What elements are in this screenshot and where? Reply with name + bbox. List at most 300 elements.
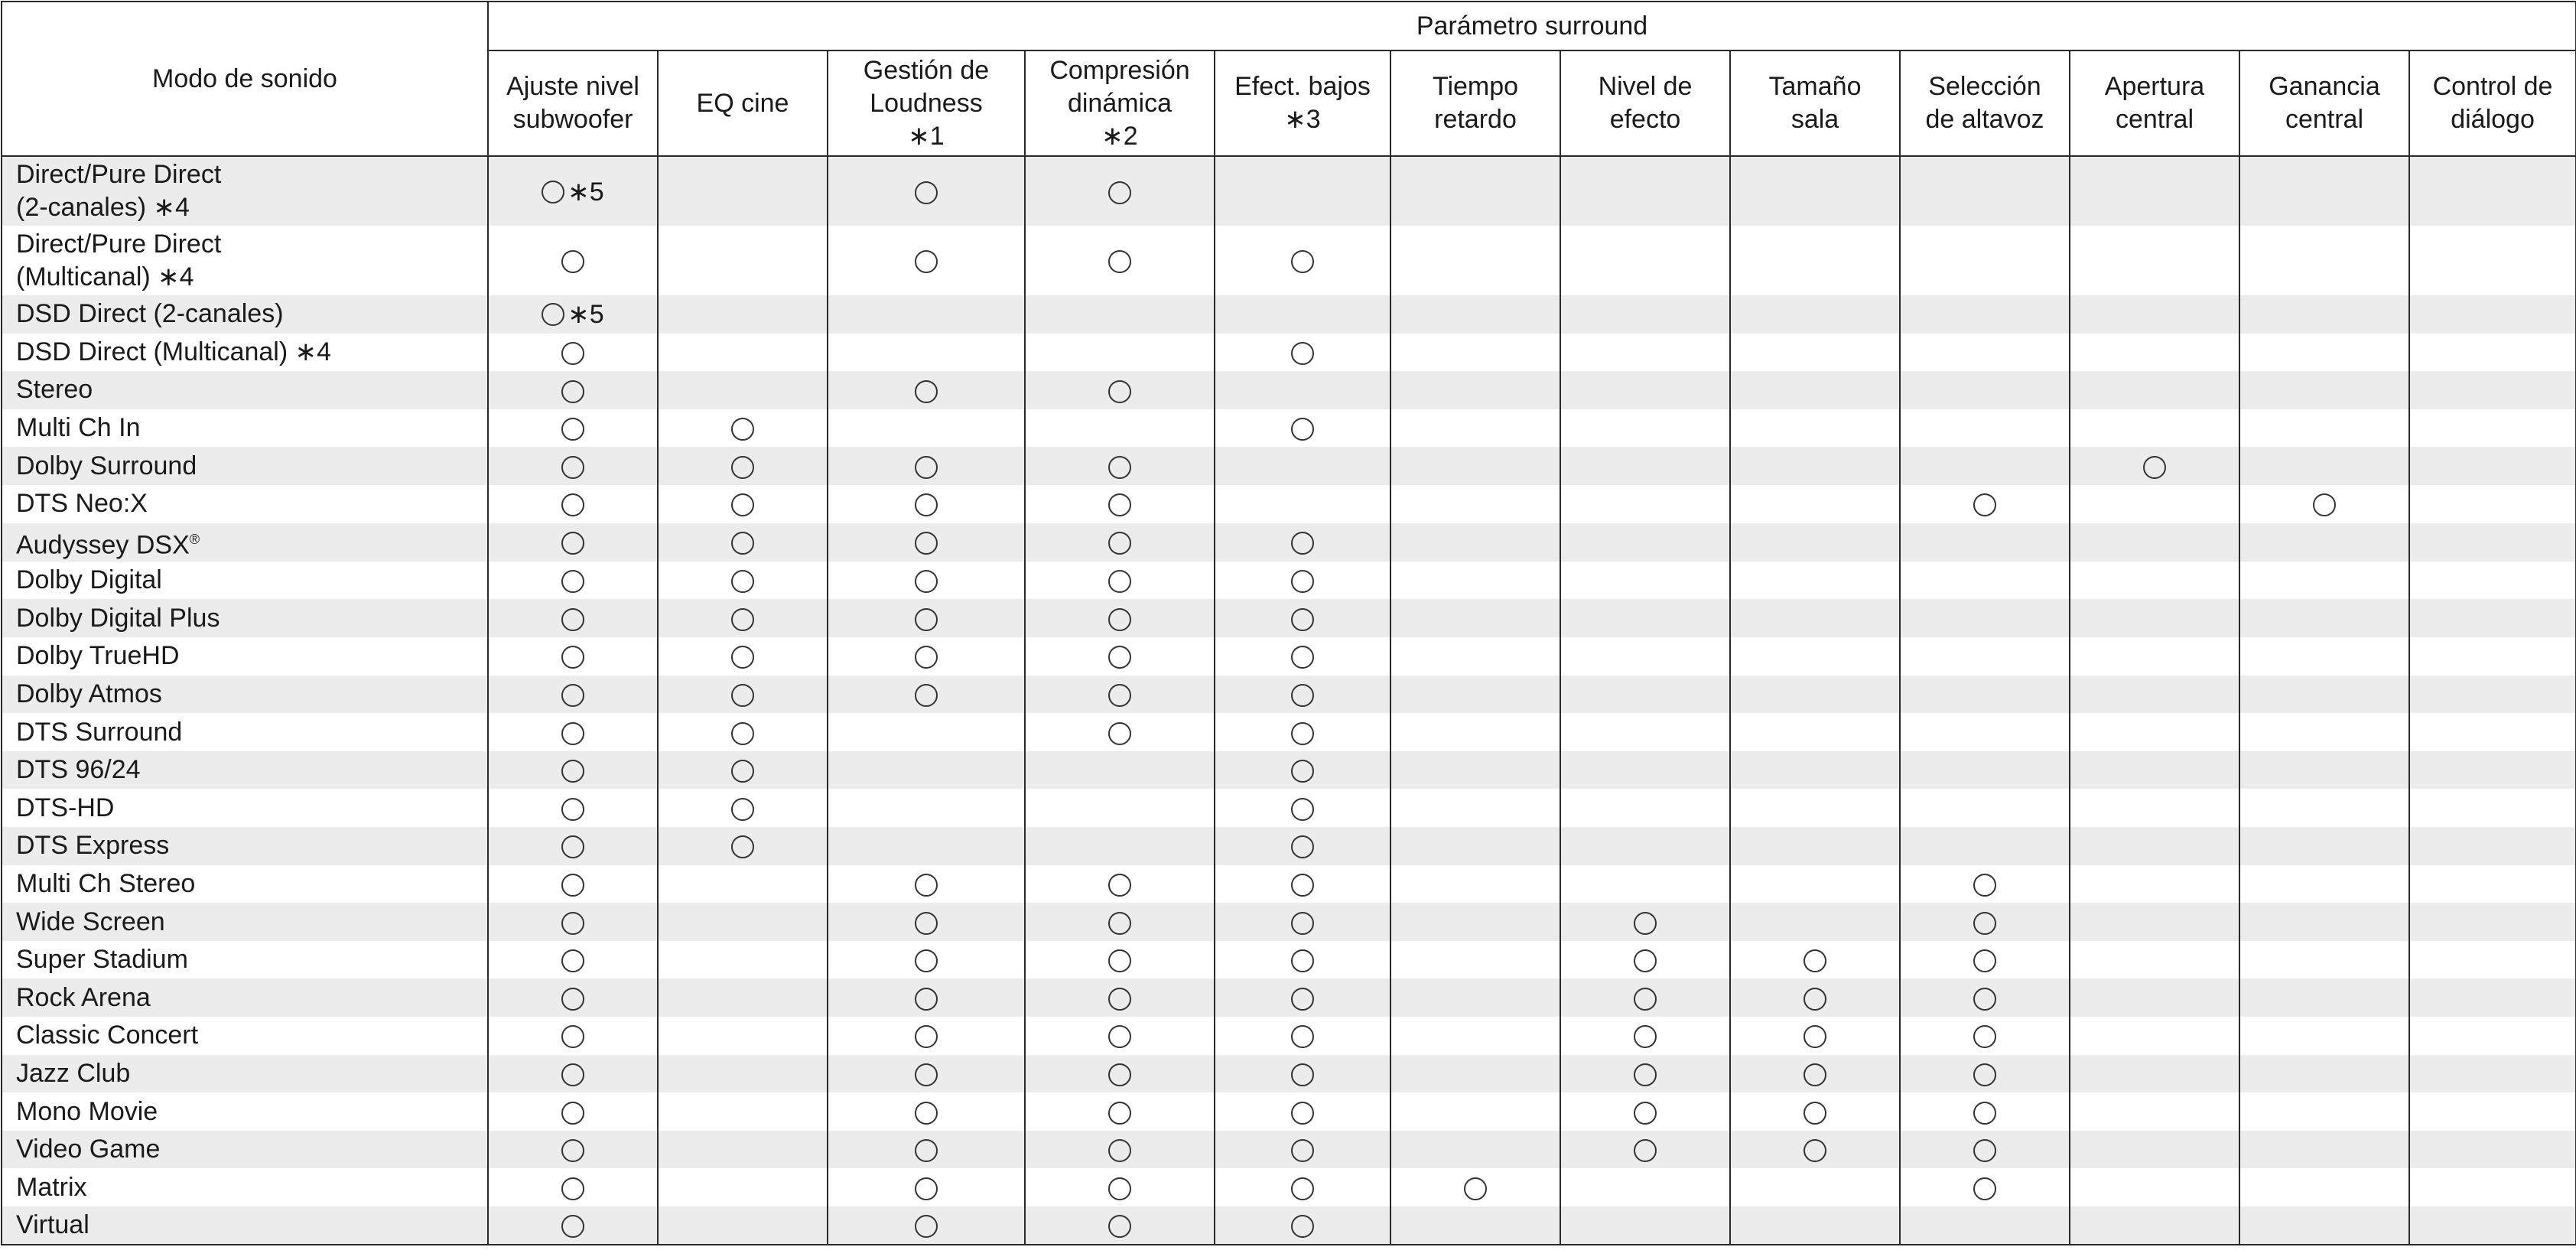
- parameter-cell: [1390, 409, 1560, 448]
- parameter-cell: [1730, 371, 1900, 409]
- parameter-cell: [2070, 1055, 2239, 1093]
- parameter-cell: [1215, 562, 1390, 600]
- parameter-cell: [1215, 978, 1390, 1017]
- parameter-cell: [1025, 599, 1215, 637]
- parameter-cell: [828, 1055, 1025, 1093]
- sound-mode-name: Audyssey DSX®: [16, 529, 200, 559]
- sound-mode-name: Stereo: [16, 375, 93, 405]
- column-header: [658, 50, 828, 156]
- parameter-cell: [2239, 599, 2409, 637]
- parameter-cell: [1900, 562, 2070, 600]
- sound-mode-header: Modo de sonido: [2, 2, 488, 156]
- column-header: [1215, 50, 1390, 156]
- sound-mode-name: Classic Concert: [16, 1021, 199, 1050]
- parameter-cell: [1390, 1092, 1560, 1131]
- sound-mode-name: Rock Arena: [16, 982, 151, 1012]
- circle-icon: [561, 456, 584, 479]
- parameter-cell: [1025, 562, 1215, 600]
- circle-icon: [1108, 1063, 1131, 1086]
- parameter-cell: [2239, 903, 2409, 941]
- circle-icon: [1804, 988, 1826, 1011]
- parameter-cell: [828, 1017, 1025, 1055]
- parameter-cell: [488, 485, 658, 523]
- parameter-cell: [488, 676, 658, 714]
- parameter-cell: [2070, 371, 2239, 409]
- table-row: [2, 409, 2576, 448]
- parameter-cell: [1730, 409, 1900, 448]
- circle-icon: [915, 1139, 938, 1162]
- table-row: [2, 789, 2576, 827]
- circle-icon: [1108, 1177, 1131, 1200]
- parameter-cell: [1215, 226, 1390, 295]
- table-row: [2, 1017, 2576, 1055]
- circle-icon: [1973, 1177, 1996, 1200]
- parameter-cell: [488, 1131, 658, 1169]
- circle-icon: [915, 1177, 938, 1200]
- parameter-cell: [1215, 447, 1390, 485]
- parameter-cell: [1390, 713, 1560, 751]
- sound-mode-cell: [2, 978, 488, 1017]
- circle-icon: [915, 608, 938, 631]
- parameter-cell: [1730, 156, 1900, 226]
- table-row: [2, 599, 2576, 637]
- column-header-line: Tiempo: [1432, 72, 1519, 101]
- circle-icon: [915, 1102, 938, 1125]
- circle-icon: [1464, 1177, 1487, 1200]
- circle-icon: [1108, 1102, 1131, 1125]
- column-header-line: ∗1: [908, 121, 945, 151]
- parameter-cell: [488, 371, 658, 409]
- parameter-cell: [1730, 865, 1900, 903]
- table-row: [2, 1168, 2576, 1206]
- parameter-cell: [1390, 1168, 1560, 1206]
- parameter-cell: [1215, 1017, 1390, 1055]
- parameter-cell: [2409, 978, 2576, 1017]
- parameter-cell: [1730, 599, 1900, 637]
- parameter-cell: [1390, 226, 1560, 295]
- circle-icon: [915, 949, 938, 972]
- parameter-cell: [1390, 334, 1560, 372]
- parameter-cell: [1390, 827, 1560, 865]
- parameter-cell: [1025, 226, 1215, 295]
- parameter-cell: [2070, 941, 2239, 979]
- parameter-cell: [1025, 903, 1215, 941]
- parameter-cell: [658, 978, 828, 1017]
- parameter-cell: [488, 295, 658, 334]
- circle-icon: [731, 760, 754, 783]
- parameter-cell: [1900, 978, 2070, 1017]
- column-header: [1560, 50, 1730, 156]
- parameter-cell: [488, 156, 658, 226]
- parameter-cell: [488, 447, 658, 485]
- parameter-cell: [1390, 1131, 1560, 1169]
- circle-icon: [915, 570, 938, 593]
- circle-icon: [731, 493, 754, 516]
- table-row: [2, 371, 2576, 409]
- parameter-cell: [658, 789, 828, 827]
- parameter-cell: [2409, 751, 2576, 790]
- parameter-cell: [658, 295, 828, 334]
- parameter-cell: [1730, 713, 1900, 751]
- parameter-cell: [1730, 789, 1900, 827]
- parameter-cell: [1900, 295, 2070, 334]
- parameter-cell: [658, 941, 828, 979]
- parameter-cell: [2409, 827, 2576, 865]
- parameter-cell: [1215, 371, 1390, 409]
- sound-mode-name: Dolby Digital Plus: [16, 603, 220, 633]
- table-row: [2, 295, 2576, 334]
- circle-icon: [731, 570, 754, 593]
- sound-mode-cell: [2, 562, 488, 600]
- column-header-line: efecto: [1609, 105, 1681, 134]
- parameter-cell: [488, 409, 658, 448]
- circle-icon: [1108, 493, 1131, 516]
- sound-mode-cell: [2, 751, 488, 790]
- circle-icon: [1973, 912, 1996, 935]
- circle-icon: [1634, 1063, 1657, 1086]
- parameter-cell: [1900, 865, 2070, 903]
- parameter-cell: [1390, 295, 1560, 334]
- parameter-cell: [1900, 409, 2070, 448]
- parameter-cell: [1730, 523, 1900, 562]
- circle-icon: [731, 608, 754, 631]
- parameter-cell: [1215, 1092, 1390, 1131]
- parameter-cell: [1025, 865, 1215, 903]
- parameter-cell: [1900, 447, 2070, 485]
- parameter-cell: [658, 409, 828, 448]
- circle-icon: [915, 1025, 938, 1048]
- parameter-cell: [658, 751, 828, 790]
- parameter-cell: [1025, 447, 1215, 485]
- parameter-cell: [658, 599, 828, 637]
- parameter-cell: [2239, 409, 2409, 448]
- circle-icon: [1291, 912, 1314, 935]
- parameter-cell: [1390, 865, 1560, 903]
- parameter-cell: [2070, 1017, 2239, 1055]
- circle-icon: [1634, 912, 1657, 935]
- circle-icon: [1291, 988, 1314, 1011]
- parameter-cell: [488, 562, 658, 600]
- circle-icon: [731, 835, 754, 858]
- parameter-cell: [1560, 1168, 1730, 1206]
- parameter-cell: [1025, 941, 1215, 979]
- parameter-cell: [1025, 1055, 1215, 1093]
- circle-icon: [915, 874, 938, 897]
- sound-mode-cell: [2, 637, 488, 676]
- circle-icon: [731, 722, 754, 745]
- circle-icon: [1108, 1139, 1131, 1162]
- table-row: [2, 1131, 2576, 1169]
- parameter-cell: [658, 523, 828, 562]
- column-header-line: Gestión de: [863, 55, 990, 85]
- circle-icon: [561, 835, 584, 858]
- column-header-line: ∗2: [1101, 121, 1138, 151]
- circle-icon: [1108, 532, 1131, 555]
- parameter-cell: [1560, 827, 1730, 865]
- parameter-cell: [2070, 789, 2239, 827]
- circle-icon: [1973, 1102, 1996, 1125]
- parameter-cell: [1215, 409, 1390, 448]
- circle-icon: [1108, 684, 1131, 707]
- sound-mode-name: Wide Screen: [16, 907, 165, 936]
- parameter-cell: [658, 637, 828, 676]
- parameter-cell: [1215, 903, 1390, 941]
- parameter-cell: [2409, 1092, 2576, 1131]
- parameter-cell: [2239, 226, 2409, 295]
- parameter-cell: [2239, 713, 2409, 751]
- parameter-cell: [1900, 226, 2070, 295]
- table-row: [2, 523, 2576, 562]
- parameter-cell: [1215, 941, 1390, 979]
- parameter-cell: [1560, 562, 1730, 600]
- circle-icon: [915, 1215, 938, 1238]
- parameter-cell: [1730, 1168, 1900, 1206]
- parameter-cell: [828, 599, 1025, 637]
- parameter-cell: [658, 1017, 828, 1055]
- column-header-line: subwoofer: [512, 105, 633, 134]
- column-header-line: Efect. bajos: [1234, 72, 1371, 101]
- parameter-cell: [1730, 978, 1900, 1017]
- parameter-cell: [2070, 713, 2239, 751]
- parameter-cell: [828, 903, 1025, 941]
- parameter-cell: [1390, 1017, 1560, 1055]
- parameter-cell: [1025, 1168, 1215, 1206]
- parameter-cell: [1730, 447, 1900, 485]
- column-header: [1390, 50, 1560, 156]
- parameter-cell: [2070, 751, 2239, 790]
- circle-icon: [1291, 1139, 1314, 1162]
- sound-mode-cell: [2, 865, 488, 903]
- parameter-cell: [1215, 485, 1390, 523]
- parameter-cell: [1900, 713, 2070, 751]
- parameter-cell: [1900, 941, 2070, 979]
- column-header: [2409, 50, 2576, 156]
- sound-mode-cell: [2, 713, 488, 751]
- parameter-cell: [828, 371, 1025, 409]
- parameter-cell: [488, 1168, 658, 1206]
- parameter-cell: [2070, 1206, 2239, 1245]
- parameter-cell: [2409, 637, 2576, 676]
- circle-icon: [561, 342, 584, 365]
- circle-icon: [915, 380, 938, 403]
- table-row: [2, 156, 2576, 226]
- circle-icon: [561, 380, 584, 403]
- table-row: [2, 485, 2576, 523]
- sound-mode-name: Jazz Club: [16, 1058, 131, 1088]
- parameter-cell: [1560, 485, 1730, 523]
- column-header-line: sala: [1791, 105, 1839, 134]
- parameter-cell: [658, 334, 828, 372]
- circle-icon: [2313, 493, 2336, 516]
- parameter-cell: [1390, 1206, 1560, 1245]
- circle-icon: [915, 250, 938, 273]
- parameter-cell: [2409, 1206, 2576, 1245]
- parameter-cell: [488, 1092, 658, 1131]
- parameter-cell: [2070, 903, 2239, 941]
- sound-mode-name: Direct/Pure Direct: [16, 160, 222, 189]
- parameter-cell: [1215, 713, 1390, 751]
- sound-mode-name: Mono Movie: [16, 1096, 158, 1126]
- column-header: [828, 50, 1025, 156]
- circle-icon: [1108, 250, 1131, 273]
- parameter-cell: [1560, 903, 1730, 941]
- circle-icon: [1291, 608, 1314, 631]
- parameter-cell: [828, 676, 1025, 714]
- parameter-cell: [2070, 1092, 2239, 1131]
- circle-icon: [1973, 874, 1996, 897]
- circle-icon: [731, 532, 754, 555]
- table-row: [2, 1206, 2576, 1245]
- parameter-cell: [2239, 295, 2409, 334]
- parameter-cell: [1560, 713, 1730, 751]
- parameter-cell: [2070, 485, 2239, 523]
- parameter-cell: [1900, 1055, 2070, 1093]
- parameter-cell: [1390, 156, 1560, 226]
- sound-mode-name: DSD Direct (Multicanal) ∗4: [16, 337, 332, 366]
- parameter-cell: [1900, 334, 2070, 372]
- column-header-line: Compresión: [1049, 55, 1190, 85]
- parameter-cell: [828, 485, 1025, 523]
- circle-icon: [561, 1139, 584, 1162]
- parameter-cell: [2239, 1017, 2409, 1055]
- circle-icon: [1291, 532, 1314, 555]
- parameter-cell: [1560, 1017, 1730, 1055]
- parameter-cell: [1025, 371, 1215, 409]
- circle-icon: [1291, 874, 1314, 897]
- parameter-cell: [1560, 978, 1730, 1017]
- parameter-cell: [1900, 789, 2070, 827]
- circle-icon: [561, 1102, 584, 1125]
- sound-mode-cell: [2, 523, 488, 562]
- circle-icon: [915, 912, 938, 935]
- parameter-cell: [1390, 978, 1560, 1017]
- parameter-cell: [2070, 562, 2239, 600]
- column-header-line: Ajuste nivel: [506, 72, 639, 101]
- circle-icon: [561, 760, 584, 783]
- sound-mode-cell: [2, 1092, 488, 1131]
- table-row: [2, 865, 2576, 903]
- parameter-cell: [658, 485, 828, 523]
- parameter-cell: [2409, 1168, 2576, 1206]
- circle-icon: [1291, 418, 1314, 441]
- circle-icon: [561, 988, 584, 1011]
- parameter-cell: [1730, 1092, 1900, 1131]
- table-row: [2, 676, 2576, 714]
- parameter-cell: [2409, 903, 2576, 941]
- circle-icon: [561, 1063, 584, 1086]
- parameter-cell: [2070, 827, 2239, 865]
- circle-icon: [1634, 1139, 1657, 1162]
- parameter-cell: [2239, 1206, 2409, 1245]
- parameter-cell: [1390, 1055, 1560, 1093]
- sound-mode-cell: [2, 903, 488, 941]
- table-row: [2, 1092, 2576, 1131]
- parameter-cell: [658, 1092, 828, 1131]
- parameter-cell: [1900, 827, 2070, 865]
- circle-icon: [1804, 1139, 1826, 1162]
- sound-mode-cell: [2, 599, 488, 637]
- parameter-cell: [828, 789, 1025, 827]
- sound-mode-name: Virtual: [16, 1210, 89, 1239]
- circle-icon: [2143, 456, 2166, 479]
- parameter-cell: [1900, 637, 2070, 676]
- parameter-cell: [828, 409, 1025, 448]
- circle-icon: [731, 646, 754, 669]
- column-header: [488, 50, 658, 156]
- circle-icon: [1291, 684, 1314, 707]
- parameter-cell: [828, 1206, 1025, 1245]
- parameter-cell: [488, 637, 658, 676]
- circle-icon: [731, 684, 754, 707]
- parameter-cell: [2409, 371, 2576, 409]
- parameter-cell: [1025, 637, 1215, 676]
- sound-mode-name: DTS Neo:X: [16, 489, 148, 519]
- parameter-cell: [1730, 562, 1900, 600]
- parameter-cell: [1215, 789, 1390, 827]
- column-header: [1730, 50, 1900, 156]
- parameter-cell: [828, 156, 1025, 226]
- parameter-cell: [488, 226, 658, 295]
- sound-mode-name: DTS-HD: [16, 793, 115, 822]
- circle-icon: [1108, 722, 1131, 745]
- parameter-cell: [658, 1055, 828, 1093]
- circle-icon: [561, 646, 584, 669]
- column-header-line: Tamaño: [1768, 72, 1862, 101]
- table-row: [2, 941, 2576, 979]
- parameter-cell: [828, 447, 1025, 485]
- parameter-cell: [2070, 1131, 2239, 1169]
- parameter-cell: [1215, 827, 1390, 865]
- table-row: [2, 713, 2576, 751]
- parameter-cell: [2070, 156, 2239, 226]
- sound-mode-cell: [2, 1168, 488, 1206]
- circle-icon: [1291, 1215, 1314, 1238]
- parameter-cell: [828, 334, 1025, 372]
- parameter-cell: [2409, 789, 2576, 827]
- circle-icon: [915, 181, 938, 204]
- circle-icon: [731, 456, 754, 479]
- parameter-cell: [828, 1131, 1025, 1169]
- parameter-cell: [2239, 156, 2409, 226]
- parameter-cell: [1730, 941, 1900, 979]
- circle-icon: [1634, 949, 1657, 972]
- sound-mode-name: DTS Express: [16, 831, 170, 861]
- circle-icon: [1291, 1025, 1314, 1048]
- parameter-cell: [658, 1131, 828, 1169]
- circle-icon: [561, 1215, 584, 1238]
- circle-icon: [1291, 250, 1314, 273]
- parameter-cell: [2239, 485, 2409, 523]
- parameter-cell: [1025, 1131, 1215, 1169]
- parameter-cell: [2239, 1055, 2409, 1093]
- circle-icon: [561, 418, 584, 441]
- parameter-cell: [1025, 295, 1215, 334]
- parameter-cell: [1215, 599, 1390, 637]
- parameter-cell: [2239, 1168, 2409, 1206]
- parameter-cell: [2070, 1168, 2239, 1206]
- circle-icon: [915, 493, 938, 516]
- sound-mode-name: Matrix: [16, 1172, 87, 1202]
- parameter-cell: [828, 978, 1025, 1017]
- sound-mode-name: DSD Direct (2-canales): [16, 299, 284, 329]
- parameter-cell: [2409, 485, 2576, 523]
- sound-mode-cell: [2, 295, 488, 334]
- column-header: [2070, 50, 2239, 156]
- parameter-cell: [2239, 827, 2409, 865]
- parameter-cell: [2070, 676, 2239, 714]
- circle-icon: [1291, 760, 1314, 783]
- circle-icon: [1291, 949, 1314, 972]
